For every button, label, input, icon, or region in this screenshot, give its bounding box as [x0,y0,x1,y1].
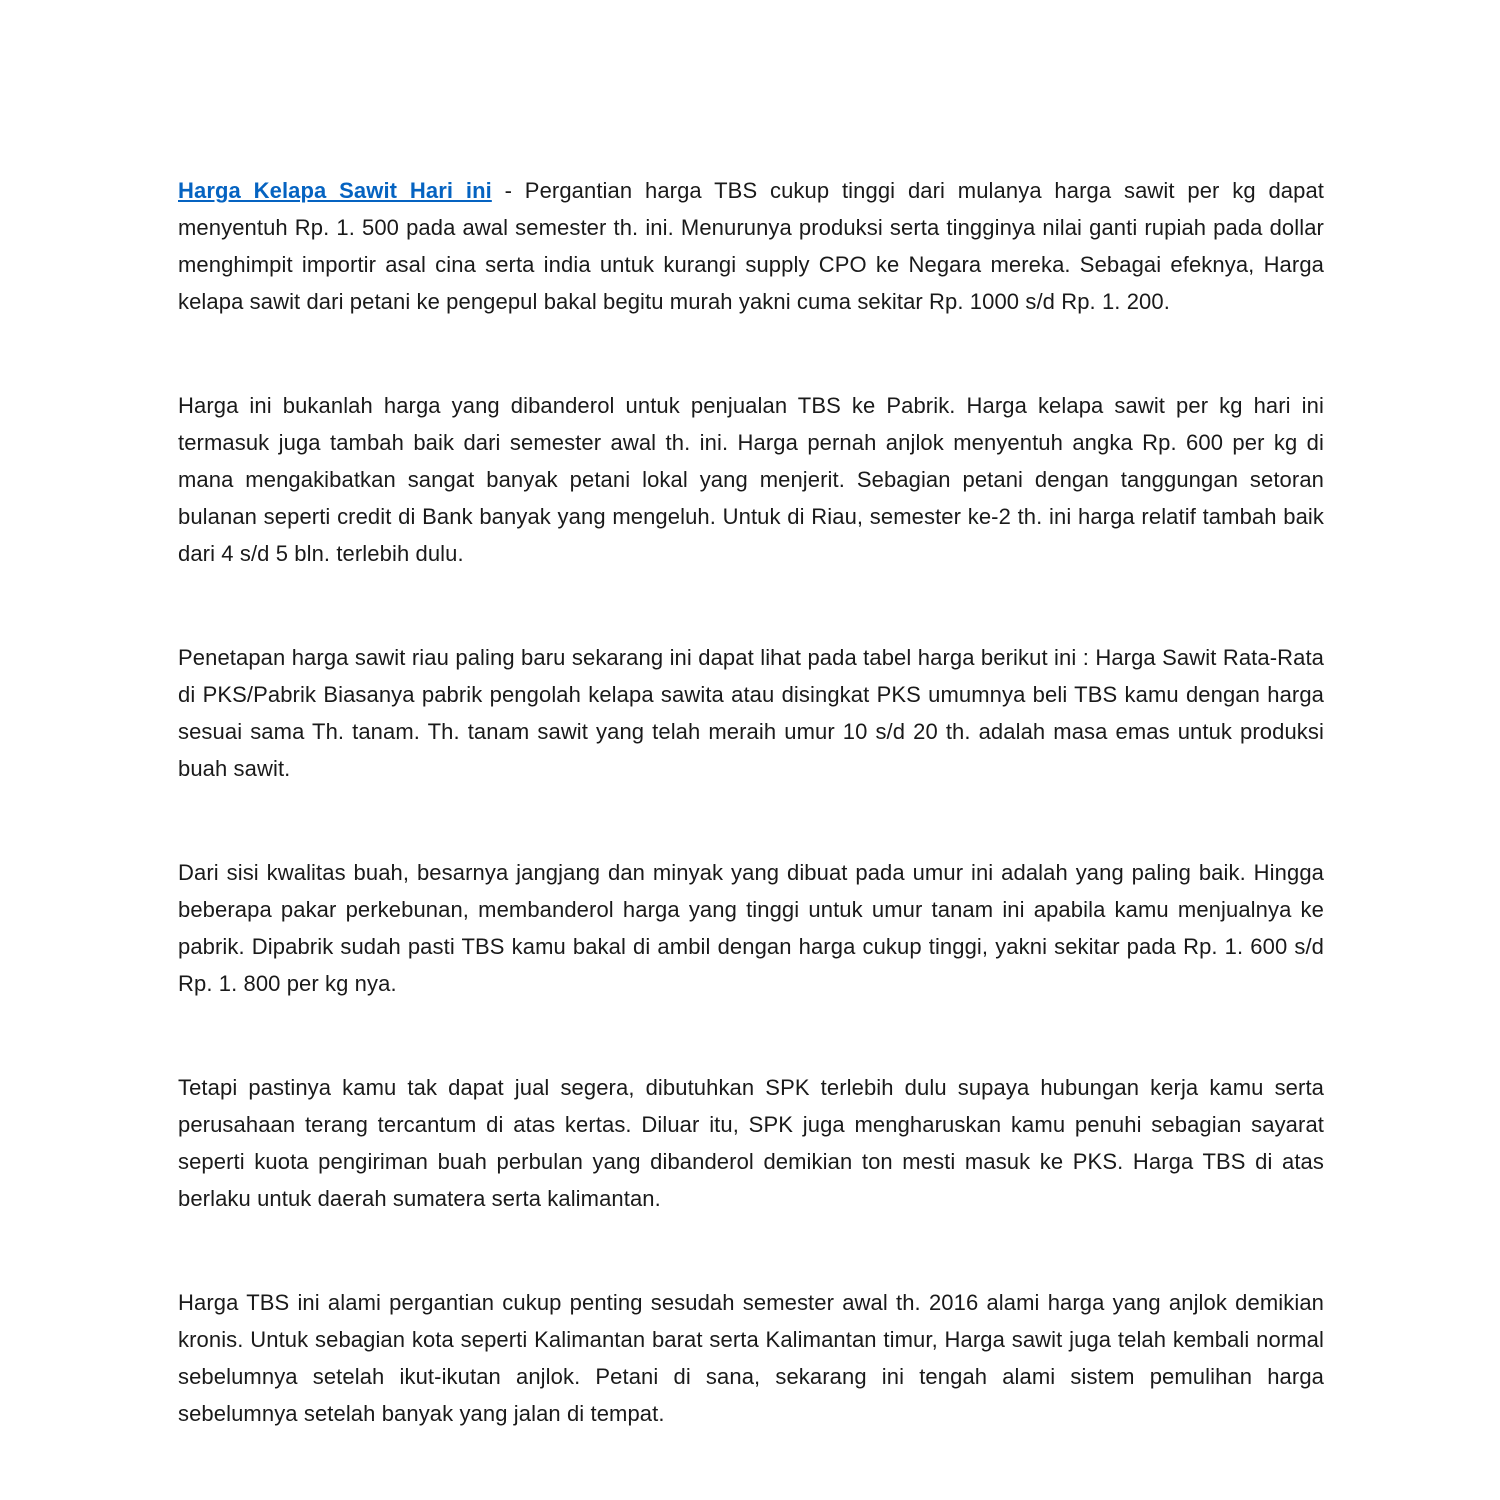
paragraph-4: Dari sisi kwalitas buah, besarnya jangjang dan minyak yang dibuat pada umur ini adalah yang paling baik. Hingga beberapa pakar perkebunan, membanderol harga yang tinggi untuk umur tanam ini apabila kamu menjualnya ke pabrik. Dipabrik sudah pasti TBS kamu bakal di ambil dengan harga cukup tinggi, yakni sekitar pada Rp. 1. 600 s/d Rp. 1. 800 per kg nya. [178,860,1324,996]
paragraph-6: Harga TBS ini alami pergantian cukup penting sesudah semester awal th. 2016 alami harga yang anjlok demikian kronis. Untuk sebagian kota seperti Kalimantan barat serta Kalimantan timur, Harga sawit juga telah kembali normal sebelumnya setelah ikut-ikutan anjlok. Petani di sana, sekarang ini tengah alami sistem pemulihan harga sebelumnya setelah banyak yang jalan di tempat. [178,1290,1324,1426]
paragraph-5: Tetapi pastinya kamu tak dapat jual segera, dibutuhkan SPK terlebih dulu supaya hubungan kerja kamu serta perusahaan terang tercantum di atas kertas. Diluar itu, SPK juga mengharuskan kamu penuhi sebagian sayarat seperti kuota pengiriman buah perbulan yang dibanderol demikian ton mesti masuk ke PKS. Harga TBS di atas berlaku untuk daerah sumatera serta kalimantan. [178,1075,1324,1211]
harga-kelapa-sawit-link[interactable]: Harga Kelapa Sawit Hari ini [178,178,492,203]
intro-paragraph-text: - Pergantian harga TBS cukup tinggi dari mulanya harga sawit per kg dapat menyentuh Rp. 1. 500 pada awal semester th. ini. Menurunya produksi serta tingginya nilai ganti rupiah pada dollar menghimpit importir asal cina serta india untuk kurangi supply CPO ke Negara mereka. Sebagai efeknya, Harga kelapa sawit dari petani ke pengepul bakal begitu murah yakni cuma sekitar Rp. 1000 s/d Rp. 1. 200. [178,178,1324,314]
paragraph-2: Harga ini bukanlah harga yang dibanderol untuk penjualan TBS ke Pabrik. Harga kelapa sawit per kg hari ini termasuk juga tambah baik dari semester awal th. ini. Harga pernah anjlok menyentuh angka Rp. 600 per kg di mana mengakibatkan sangat banyak petani lokal yang menjerit. Sebagian petani dengan tanggungan setoran bulanan seperti credit di Bank banyak yang mengeluh. Untuk di Riau, semester ke-2 th. ini harga relatif tambah baik dari 4 s/d 5 bln. terlebih dulu. [178,393,1324,566]
paragraph-3: Penetapan harga sawit riau paling baru sekarang ini dapat lihat pada tabel harga berikut ini : Harga Sawit Rata-Rata di PKS/Pabrik Biasanya pabrik pengolah kelapa sawita atau disingkat PKS umumnya beli TBS kamu dengan harga sesuai sama Th. tanam. Th. tanam sawit yang telah meraih umur 10 s/d 20 th. adalah masa emas untuk produksi buah sawit. [178,645,1324,781]
intro-paragraph [178,172,1324,320]
